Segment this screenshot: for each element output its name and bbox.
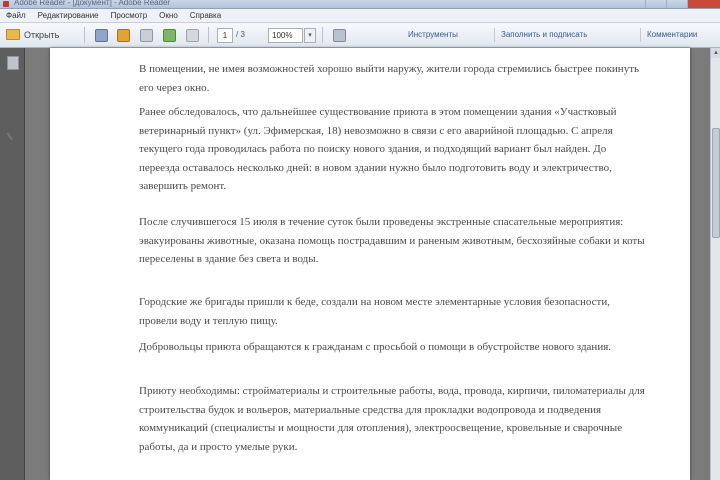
paragraph: Приюту необходимы: стройматериалы и строительные работы, вода, провода, кирпичи, пиломатериалы для строительства будок и вольеров, материальные средства для прокладки водопровода и подведения коммуникаций (специалисты и мощности для отопления), электроосвещение, кровельные и сварочные работы, да и просто умелые руки.	[139, 385, 645, 453]
menu-bar	[0, 9, 720, 23]
toolbar-divider	[84, 27, 85, 43]
toolbar-divider	[208, 27, 209, 43]
title-bar	[0, 0, 720, 9]
toolbar	[0, 23, 720, 48]
page-icon[interactable]	[186, 29, 199, 42]
navigation-pane	[0, 48, 25, 480]
fill-sign-button[interactable]: Заполнить и подписать	[494, 28, 587, 42]
paragraph: Добровольцы приюта обращаются к гражданам с просьбой о помощи в обустройстве нового здания.	[139, 341, 612, 353]
paragraph: После случившегося 15 июля в течение суток были проведены экстренные спасательные мероприятия: эвакуированы животные, оказана помощь пострадавшим и раненым животным, бесхозяйные собаки и коты переселены в здание без света и воды.	[139, 216, 645, 266]
menu-file[interactable]: Файл	[6, 11, 26, 20]
toolbar-divider	[322, 27, 323, 43]
menu-help[interactable]: Справка	[189, 11, 222, 20]
zoom-input[interactable]: 100%	[268, 28, 303, 43]
open-button[interactable]	[6, 27, 59, 42]
app-icon	[3, 1, 9, 7]
minimize-button[interactable]	[645, 0, 666, 8]
vertical-scrollbar[interactable]	[710, 48, 720, 480]
folder-icon	[6, 29, 20, 40]
print-icon[interactable]	[140, 29, 153, 42]
maximize-button[interactable]	[666, 0, 687, 8]
pages-icon[interactable]	[7, 56, 19, 70]
email-icon[interactable]	[163, 29, 176, 42]
menu-edit[interactable]: Редактирование	[37, 11, 99, 20]
tools-button[interactable]: Инструменты	[408, 30, 458, 39]
page-number-input[interactable]: 1	[217, 28, 233, 43]
open-label: Открыть	[24, 29, 60, 40]
scroll-up-icon[interactable]: ▲	[711, 48, 720, 58]
menu-view[interactable]: Просмотр	[110, 11, 148, 20]
attachments-icon[interactable]	[7, 128, 20, 140]
menu-window[interactable]: Окно	[159, 11, 178, 20]
create-icon[interactable]	[117, 29, 130, 42]
paragraph: В помещении, не имея возможностей хорошо выйти наружу, жители города стремились быстрее покинуть его через окно.	[139, 63, 640, 94]
window-controls	[645, 0, 720, 8]
select-tool-icon[interactable]	[333, 29, 346, 42]
paragraph: Городские же бригады пришли к беде, создали на новом месте элементарные условия безопасности, провели воду и теплую пищу.	[139, 296, 610, 327]
close-button[interactable]	[687, 0, 720, 8]
save-icon[interactable]	[95, 29, 108, 42]
paragraph: Ранее обследовалось, что дальнейшее существование приюта в этом помещении здания «Участковый ветеринарный пункт» (ул. Эфимерская, 18) невозможно в связи с его аварийной площадью. С апреля текущего года проводилась работа по поиску нового здания, и подходящий вариант был найден. До переезда оставалось несколько дней: в новом здании нужно было подготовить воду и электричество, завершить ремонт.	[139, 106, 617, 193]
comment-button[interactable]: Комментарии	[640, 28, 697, 42]
page-total: / 3	[236, 30, 245, 39]
zoom-dropdown-icon[interactable]: ▾	[304, 28, 316, 43]
window-title: Adobe Reader - [документ] - Adobe Reader	[14, 0, 171, 7]
scroll-thumb[interactable]	[712, 128, 720, 238]
document-page	[50, 48, 690, 480]
